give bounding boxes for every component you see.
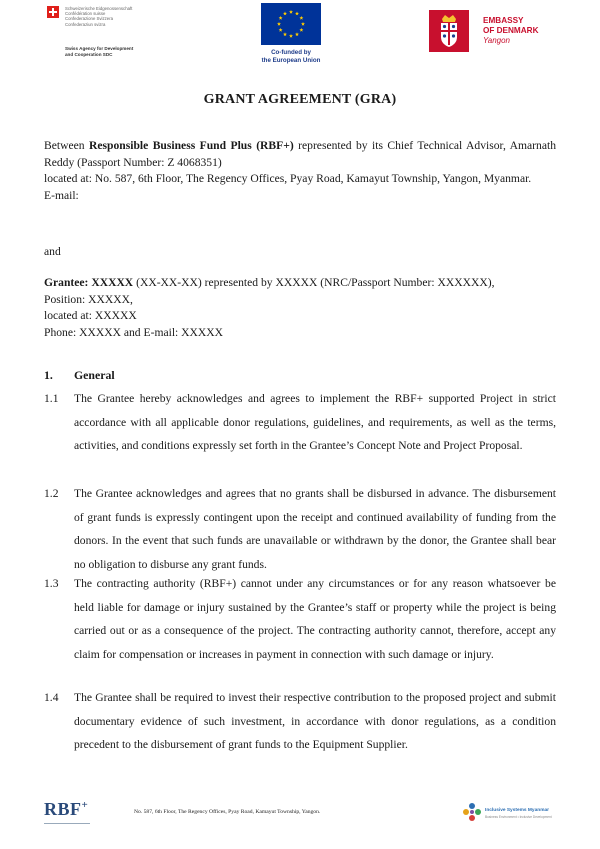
- inclusive-systems-tagline: Business Environment • Inclusive Development: [485, 815, 552, 819]
- eu-star: [283, 12, 287, 16]
- clause-1-3: [44, 572, 556, 666]
- eu-star: [277, 22, 281, 26]
- clause-text: The Grantee acknowledges and agrees that no grants shall be disbursed in advance. The disbursement of grant funds is expressly contingent upon the receipt and continued availability of funding from the donors. In the event that such funds are unavailable or withdrawn by the donor, the Grantee shall bear no obligation to disburse any grant funds.: [74, 487, 556, 571]
- inclusive-systems-logo: [462, 802, 562, 824]
- clause-1-2: [44, 482, 556, 576]
- clause-text: The Grantee hereby acknowledges and agrees to implement the RBF+ supported Project in strict accordance with all applicable donor regulations, guidelines, and requirements, as well as the terms, activities, and conditions expressly set forth in the Grantee’s Concept Note and Project Proposal.: [74, 392, 556, 453]
- eu-star: [301, 22, 305, 26]
- eu-star: [279, 28, 283, 32]
- clause-number: 1.1: [44, 392, 59, 405]
- rbf-logo-underline: [44, 823, 90, 824]
- eu-star: [283, 32, 287, 36]
- party-rbf-email: E-mail:: [44, 189, 79, 203]
- section-heading-general: 1. General: [44, 368, 115, 382]
- danish-royal-crest-icon: [429, 10, 469, 52]
- swiss-confederation-text: Schweizerische Eidgenossenschaft Confédération suisse Confederazione Svizzera Confederaziun svizra: [65, 6, 133, 27]
- eu-cofunded-logo: [258, 3, 324, 64]
- eu-flag-icon: [261, 3, 321, 45]
- eu-star: [295, 12, 299, 16]
- party-rbf-name: Responsible Business Fund Plus (RBF+): [89, 139, 294, 152]
- document-title: GRANT AGREEMENT (GRA): [203, 92, 397, 107]
- swiss-cross-icon: [47, 6, 59, 18]
- clause-1-1: [44, 387, 556, 458]
- footer-address: No. 587, 6th Floor, The Regency Offices, Pyay Road, Kamayut Township, Yangon.: [134, 809, 321, 815]
- eu-star: [299, 28, 303, 32]
- grantee-position: Position: XXXXX,: [44, 292, 133, 306]
- grantee-address: located at: XXXXX: [44, 309, 137, 323]
- embassy-city: Yangon: [483, 36, 510, 45]
- eu-caption: Co-funded by the European Union: [261, 49, 321, 64]
- eu-star: [299, 16, 303, 20]
- grantee-contact: Phone: XXXXX and E-mail: XXXXX: [44, 326, 224, 340]
- eu-star: [289, 34, 293, 38]
- party-grantee: Grantee: XXXXX (XX-XX-XX) represented by XXXXX (NRC/Passport Number: XXXXXX), Position: XXXXX, located at: XXXXX Phone: XXXXX and E-mail: XXXXX: [44, 276, 495, 340]
- and-connector: and: [44, 245, 61, 258]
- clause-number: 1.2: [44, 487, 59, 500]
- rbf-logo: RBF+: [44, 799, 89, 819]
- eu-star: [289, 10, 293, 14]
- embassy-name: EMBASSY OF DENMARK Yangon: [483, 16, 539, 45]
- eu-star: [295, 32, 299, 36]
- clause-text: The contracting authority (RBF+) cannot under any circumstances or for any reason whatsoever be held liable for damage or injury sustained by the Grantee’s staff or property while the project is being carried out or as a consequence of the project. The contracting authority cannot, therefore, accept any claim for compensation or increases in payment in connection with such damage or injury.: [74, 577, 556, 661]
- clause-number: 1.4: [44, 691, 59, 704]
- clause-text: The Grantee shall be required to invest their respective contribution to the proposed project and submit documentary evidence of such investment, in accordance with donor regulations, as a condition precedent to the disbursement of grant funds to the Equipment Supplier.: [74, 691, 556, 752]
- inclusive-systems-name: Inclusive Systems Myanmar: [485, 808, 549, 813]
- sdc-agency-name: Swiss Agency for Development and Cooperation SDC: [65, 46, 134, 57]
- inclusive-systems-logo-icon: [462, 802, 482, 822]
- party-rbf: Between Responsible Business Fund Plus (RBF+) represented by its Chief Technical Advisor, Amarnath Reddy (Passport Number: Z 4068351) located at: No. 587, 6th Floor, The Regency Offices, Pyay Road, Kamayut Township, Yangon, Myanmar. E-mail:: [44, 139, 556, 203]
- grantee-label: Grantee: XXXXX: [44, 276, 134, 289]
- eu-star: [279, 16, 283, 20]
- clause-1-4: [44, 686, 556, 757]
- clause-number: 1.3: [44, 577, 59, 590]
- party-rbf-address: located at: No. 587, 6th Floor, The Regency Offices, Pyay Road, Kamayut Township, Yangon, Myanmar.: [44, 172, 532, 186]
